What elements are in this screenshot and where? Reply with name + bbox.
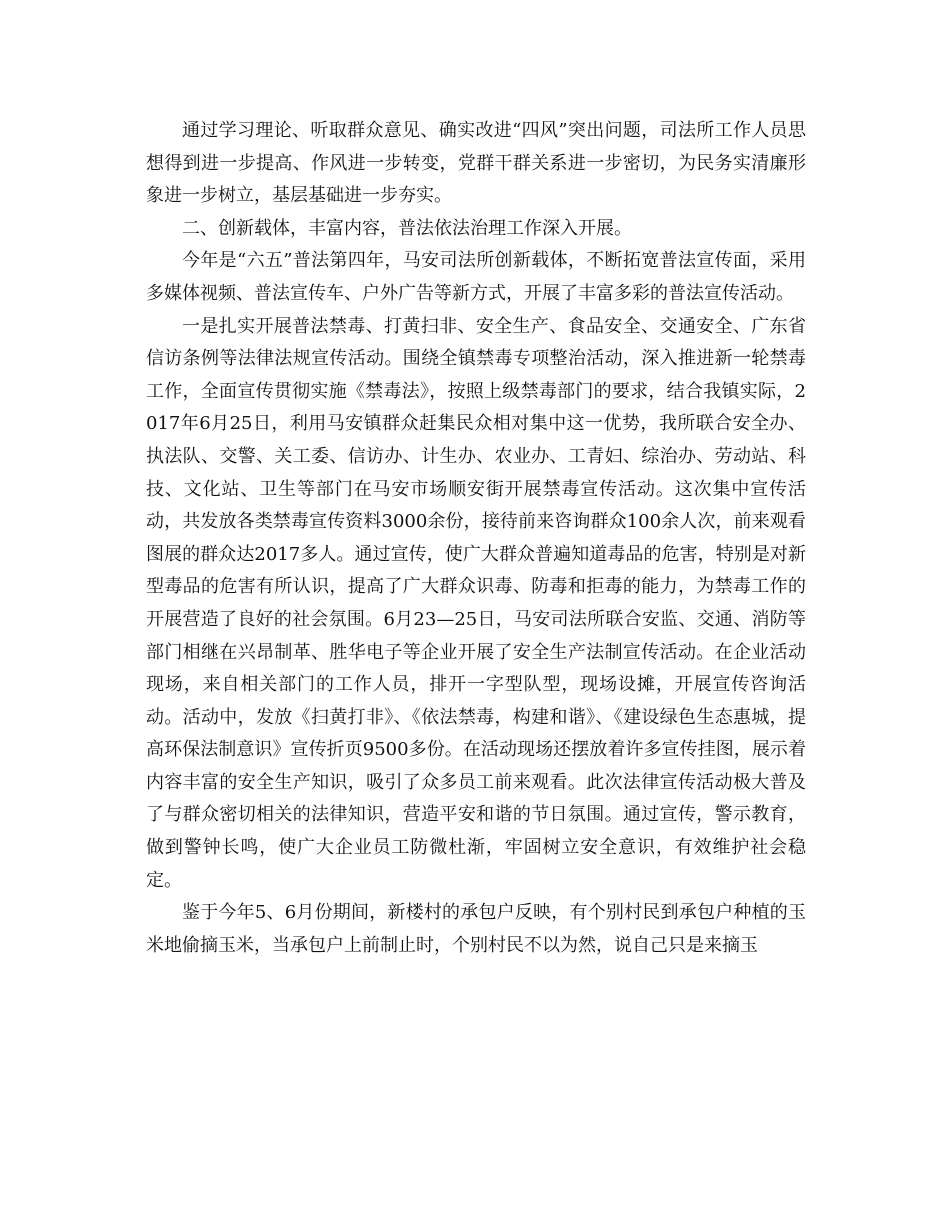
paragraph-drug-prohibition-campaign: 一是扎实开展普法禁毒、打黄扫非、安全生产、食品安全、交通安全、广东省信访条例等法律法规宣传活动。围绕全镇禁毒专项整治活动，深入推进新一轮禁毒工作，全面宣传贯彻实施《禁毒法》，按照上级禁毒部门的要求，结合我镇实际，2017年6月25日，利用马安镇群众赶集民众相对集中这一优势，我所联合安全办、执法队、交警、关工委、信访办、计生办、农业办、工青妇、综治办、劳动站、科技、文化站、卫生等部门在马安市场顺安街开展禁毒宣传活动。这次集中宣传活动，共发放各类禁毒宣传资料3000余份，接待前来咨询群众100余人次，前来观看图展的群众达2017多人。通过宣传，使广大群众普遍知道毒品的危害，特别是对新型毒品的危害有所认识，提高了广大群众识毒、防毒和拒毒的能力，为禁毒工作的开展营造了良好的社会氛围。6月23—25日，马安司法所联合安监、交通、消防等部门相继在兴昂制革、胜华电子等企业开展了安全生产法制宣传活动。在企业活动现场，来自相关部门的工作人员，排开一字型队型，现场设摊，开展宣传咨询活动。活动中，发放《扫黄打非》、《依法禁毒，构建和谐》、《建设绿色生态惠城，提高环保法制意识》宣传折页9500多份。在活动现场还摆放着许多宣传挂图，展示着内容丰富的安全生产知识，吸引了众多员工前来观看。此次法律宣传活动极大普及了与群众密切相关的法律知识，营造平安和谐的节日氛围。通过宣传，警示教育，做到警钟长鸣，使广大企业员工防微杜渐，牢固树立安全意识，有效维护社会稳定。	[146, 315, 806, 891]
section-heading-innovation: 二、创新载体，丰富内容，普法依法治理工作深入开展。	[182, 217, 632, 239]
paragraph-xinlou-village: 鉴于今年5、6月份期间，新楼村的承包户反映，有个别村民到承包户种植的玉米地偷摘玉米，当承包户上前制止时，个别村民不以为然，说自己只是来摘玉	[146, 902, 806, 956]
paragraph-sixth-five-year-plan: 今年是“六五”普法第四年，马安司法所创新载体，不断拓宽普法宣传面，采用多媒体视频、普法宣传车、户外广告等新方式，开展了丰富多彩的普法宣传活动。	[146, 250, 806, 304]
paragraph-outcomes: 通过学习理论、听取群众意见、确实改进“四风”突出问题，司法所工作人员思想得到进一步提高、作风进一步转变，党群干群关系进一步密切，为民务实清廉形象进一步树立，基层基础进一步夯实。	[146, 120, 806, 207]
document-body	[146, 115, 806, 962]
